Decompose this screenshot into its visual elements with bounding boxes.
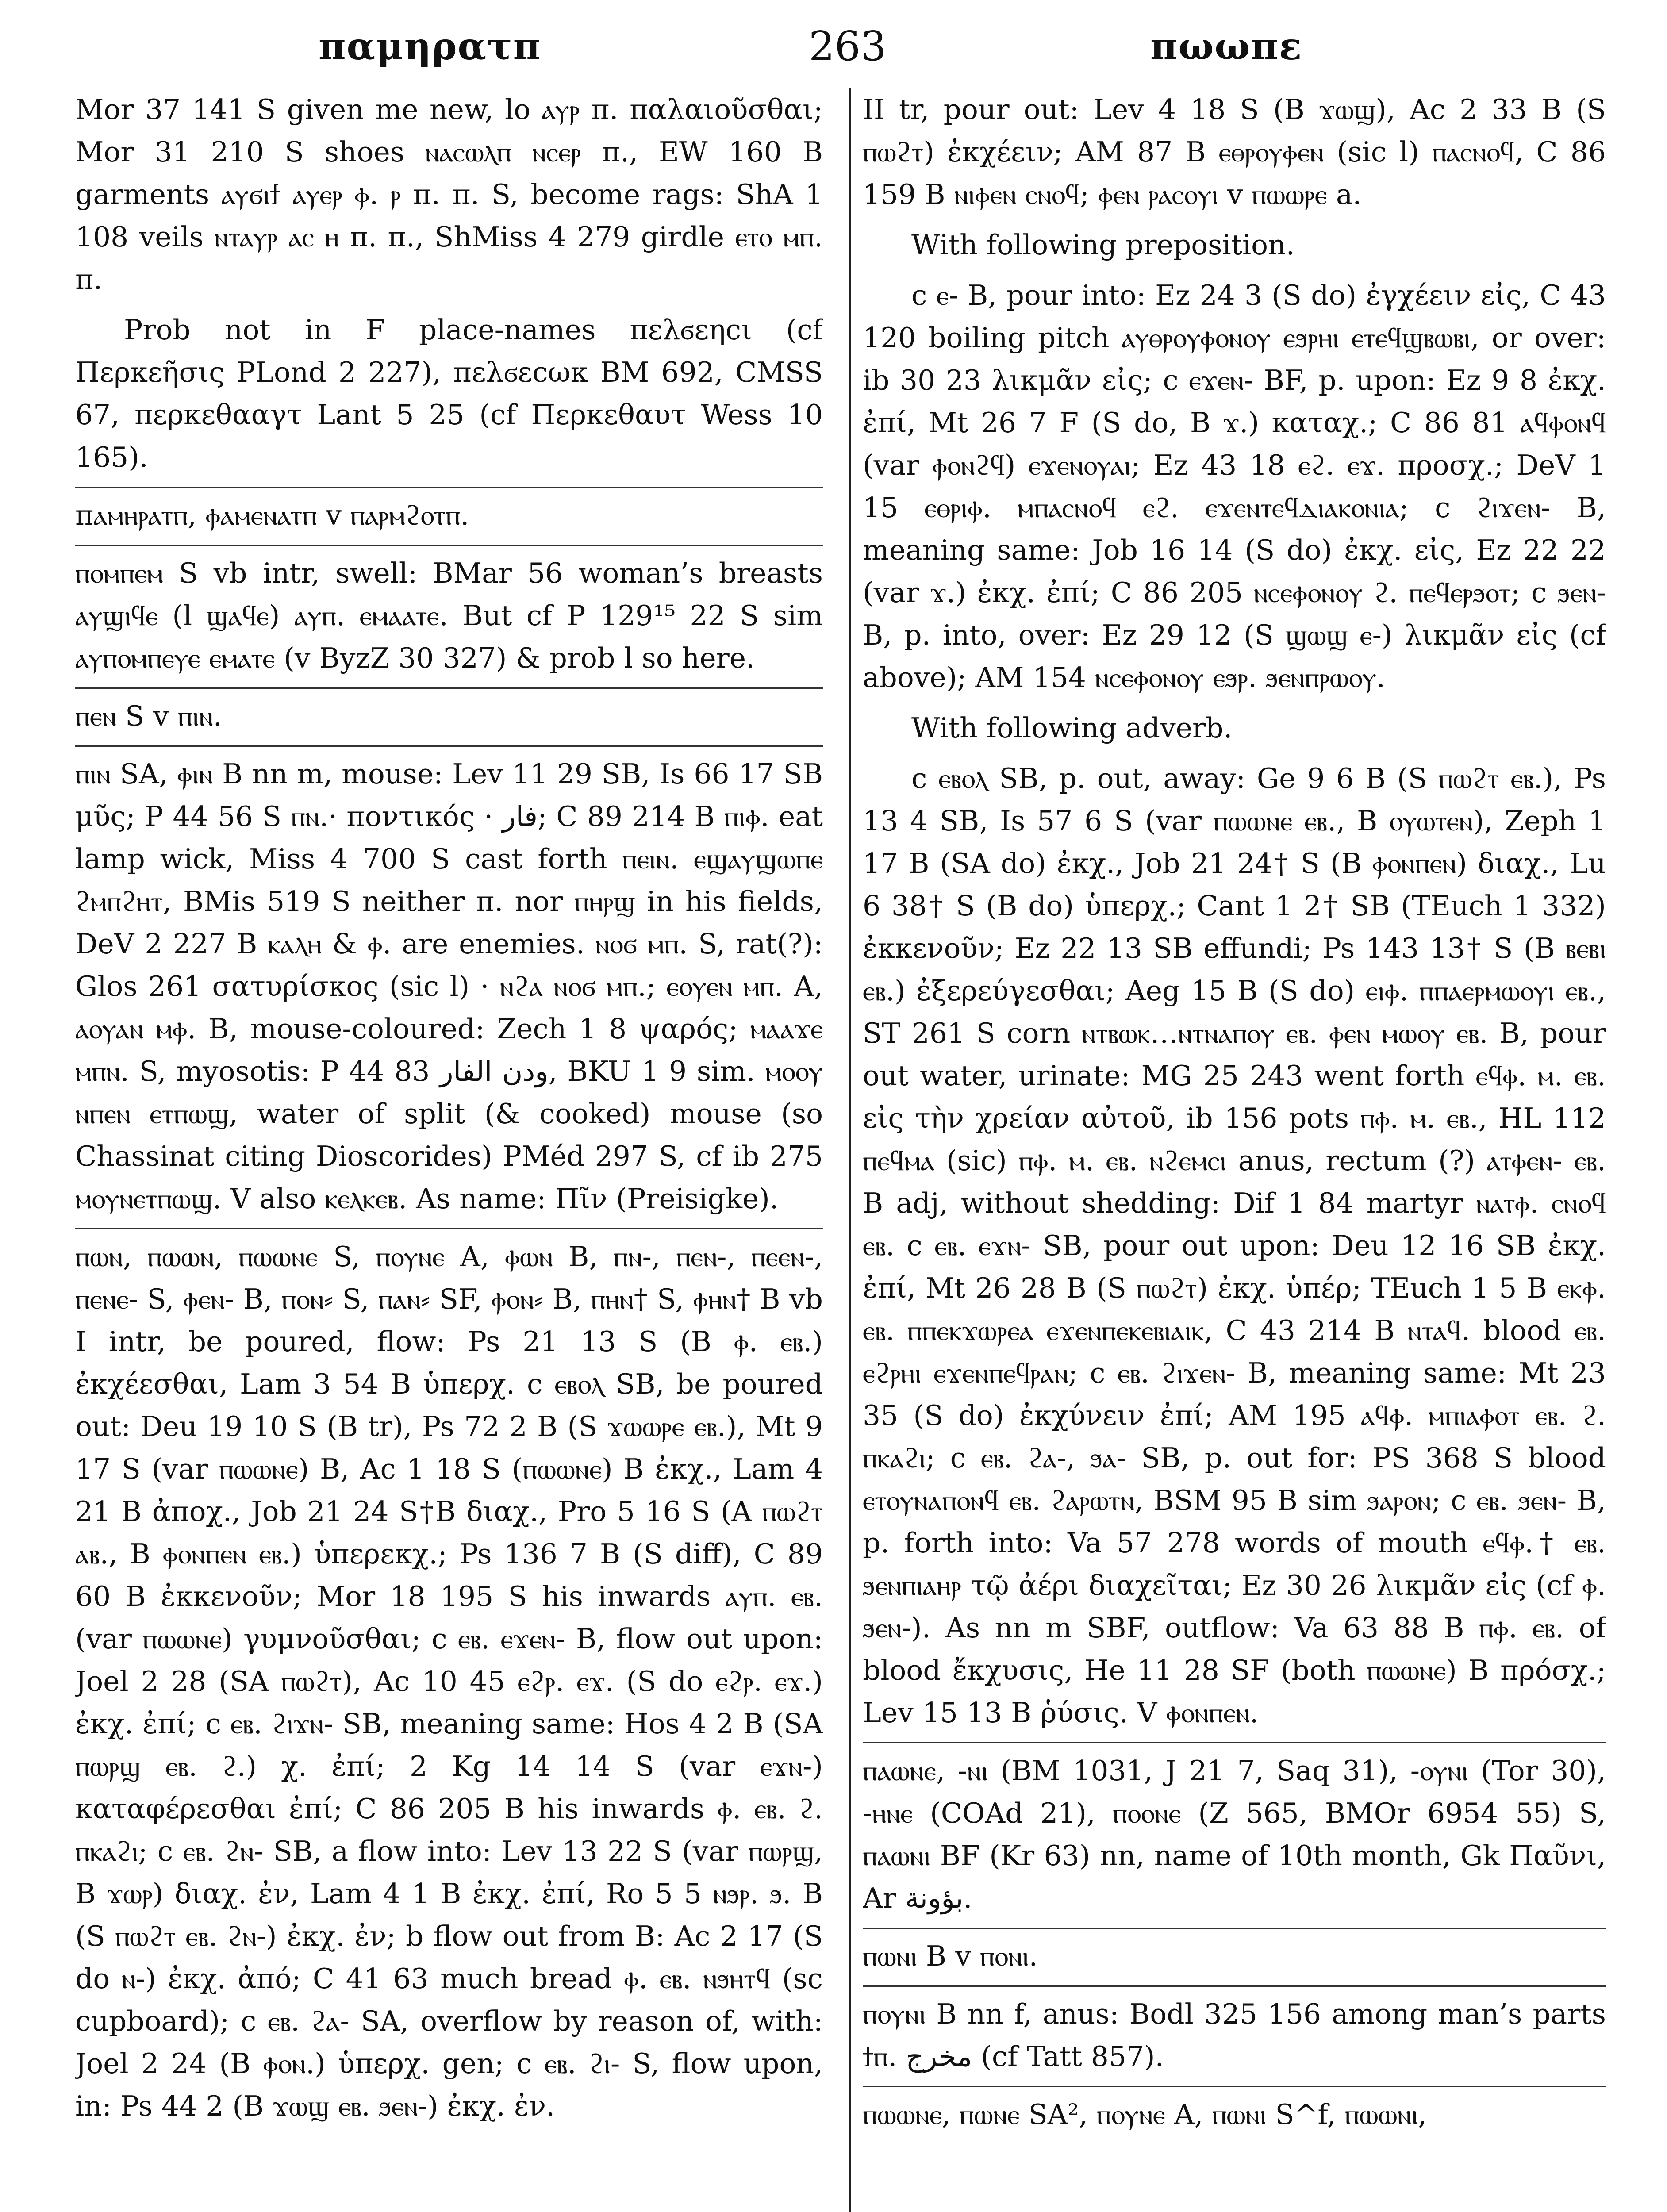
entry-pon-preposition: c ⲉ- B, pour into: Ez 24 3 (S do) ἐγχέειν εἰς, C 43 120 boiling pitch ⲁⲩⲑⲣⲟⲩⲫⲟⲛⲟⲩ ⲉϧⲣⲏⲓ ⲉⲧⲉϥϣⲃⲱⲃⲓ, or over: ib 30 23 λικμᾶν εἰς; c ⲉϫⲉⲛ- BF, p. upon: Ez 9 8 ἐκχ. ἐπί, Mt 26 7 F (S do, B ϫ.) καταχ.; C 86 81 ⲁϥⲫⲟⲛϥ (var ⲫⲟⲛϩϥ) ⲉϫⲉⲛⲟⲩⲁⲓ; Ez 43 18 ⲉϩ. ⲉϫ. προσχ.; DeV 1 15 ⲉⲑⲣⲓⲫ. ⲙⲡⲁⲥⲛⲟϥ ⲉϩ. ⲉϫⲉⲛⲧⲉϥⲇⲓⲁⲕⲟⲛⲓⲁ; c ϩⲓϫⲉⲛ- B, meaning same: Job 16 14 (S do) ἐκχ. εἰς, Ez 22 22 (var ϫ.) ἐκχ. ἐπί; C 86 205 ⲛⲥⲉⲫⲟⲛⲟⲩ ϩ. ⲡⲉϥⲉⲣϧⲟⲧ; c ϧⲉⲛ- B, p. into, over: Ez 29 12 (S ϣⲱϣ ⲉ-) λικμᾶν εἰς (cf above); AM 154 ⲛⲥⲉⲫⲟⲛⲟⲩ ⲉϧⲣ. ϧⲉⲛⲡⲣⲱⲟⲩ. [863, 279, 1606, 694]
entry-pouni: ⲡⲟⲩⲛⲓ B nn f, anus: Bodl 325 156 among man’s parts ϯⲡ. مخرج (cf Tatt 857). [863, 1985, 1606, 2078]
left-column [75, 88, 823, 2212]
section-heading-adverb: With following adverb. [911, 712, 1233, 744]
entry-poone: ⲡⲱⲱⲛⲉ, ⲡⲱⲛⲉ SA², ⲡⲟⲩⲛⲉ A, ⲡⲱⲛⲓ S^f, ⲡⲱⲱⲛⲓ, [863, 2086, 1606, 2136]
entry-pon: ⲡⲱⲛ, ⲡⲱⲱⲛ, ⲡⲱⲱⲛⲉ S, ⲡⲟⲩⲛⲉ A, ⲫⲱⲛ B, ⲡⲛ-, ⲡⲉⲛ-, ⲡⲉⲉⲛ-, ⲡⲉⲛⲉ- S, ⲫⲉⲛ- B, ⲡⲟⲛ⸗ S, ⲡⲁⲛ⸗ SF, ⲫⲟⲛ⸗ B, ⲡⲏⲛ† S, ⲫⲏⲛ† B vb I intr, be poured, flow: Ps 21 13 S (B ⲫ. ⲉⲃ.) ἐκχέεσθαι, Lam 3 54 B ὑπερχ. c ⲉⲃⲟⲗ SB, be poured out: Deu 19 10 S (B tr), Ps 72 2 B (S ϫⲱⲱⲣⲉ ⲉⲃ.), Mt 9 17 S (var ⲡⲱⲱⲛⲉ) B, Ac 1 18 S (ⲡⲱⲱⲛⲉ) B ἐκχ., Lam 4 21 B ἀποχ., Job 21 24 S†B διαχ., Pro 5 16 S (A ⲡⲱϩⲧ ⲁⲃ., B ⲫⲟⲛⲡⲉⲛ ⲉⲃ.) ὑπερεκχ.; Ps 136 7 B (S diff), C 89 60 B ἐκκενοῦν; Mor 18 195 S his inwards ⲁⲩⲡ. ⲉⲃ. (var ⲡⲱⲱⲛⲉ) γυμνοῦσθαι; c ⲉⲃ. ⲉϫⲉⲛ- B, flow out upon: Joel 2 28 (SA ⲡⲱϩⲧ), Ac 10 45 ⲉϩⲣ. ⲉϫ. (S do ⲉϩⲣ. ⲉϫ.) ἐκχ. ἐπί; c ⲉⲃ. ϩⲓϫⲛ- SB, meaning same: Hos 4 2 B (SA ⲡⲱⲣϣ ⲉⲃ. ϩ.) χ. ἐπί; 2 Kg 14 14 S (var ⲉϫⲛ-) καταφέρεσθαι ἐπί; C 86 205 B his inwards ⲫ. ⲉⲃ. ϩ. ⲡⲕⲁϩⲓ; c ⲉⲃ. ϩⲛ- SB, a flow into: Lev 13 22 S (var ⲡⲱⲣϣ, B ϫⲱⲣ) διαχ. ἐν, Lam 4 1 B ἐκχ. ἐπί, Ro 5 5 ⲛϧⲣ. ϧ. B (S ⲡⲱϩⲧ ⲉⲃ. ϩⲛ-) ἐκχ. ἐν; b flow out from B: Ac 2 17 (S do ⲛ-) ἐκχ. ἀπό; C 41 63 much bread ⲫ. ⲉⲃ. ⲛϧⲏⲧϥ (sc cupboard); c ⲉⲃ. ϩⲁ- SA, overflow by reason of, with: Joel 2 24 (B ⲫⲟⲛ.) ὑπερχ. gen; c ⲉⲃ. ϩⲓ- S, flow upon, in: Ps 44 2 (B ϫⲱϣ ⲉⲃ. ϧⲉⲛ-) ἐκχ. ἐν. [75, 1228, 823, 2128]
right-column [863, 88, 1606, 2212]
entry-paragraph: Prob not in F place-names πελϭεηcι (cf Περκεῆσις PLond 2 227), πελϭεcωκ BM 692, CMSS 67, περκεθααγτ Lant 5 25 (cf Περκεθαυτ Wess 10 165). [75, 314, 823, 473]
entry-poni: ⲡⲱⲛⲓ B v ⲡⲟⲛⲓ. [863, 1928, 1606, 1978]
section-heading-preposition: With following preposition. [911, 229, 1295, 261]
column-divider [849, 88, 851, 2212]
entry-pon-adverb: c ⲉⲃⲟⲗ SB, p. out, away: Ge 9 6 B (S ⲡⲱϩⲧ ⲉⲃ.), Ps 13 4 SB, Is 57 6 S (var ⲡⲱⲱⲛⲉ ⲉⲃ., B ⲟⲩⲱⲧⲉⲛ), Zeph 1 17 B (SA do) ἐκχ., Job 21 24† S (B ⲫⲟⲛⲡⲉⲛ) διαχ., Lu 6 38† S (B do) ὑπερχ.; Cant 1 2† SB (TEuch 1 332) ἐκκενοῦν; Ez 22 13 SB effundi; Ps 143 13† S (B ⲃⲉⲃⲓ ⲉⲃ.) ἐξερεύγεσθαι; Aeg 15 B (S do) ⲉⲓⲫ. ⲡⲡⲁⲉⲣⲙⲱⲟⲩⲓ ⲉⲃ., ST 261 S corn ⲛⲧⲃⲱⲕ…ⲛⲧⲛⲁⲡⲟⲩ ⲉⲃ. ⲫⲉⲛ ⲙⲱⲟⲩ ⲉⲃ. B, pour out water, urinate: MG 25 243 went forth ⲉϥⲫ. ⲙ. ⲉⲃ. εἰς τὴν χρείαν αὐτοῦ, ib 156 pots ⲡⲫ. ⲙ. ⲉⲃ., HL 112 ⲡⲉϥⲙⲁ (sic) ⲡⲫ. ⲙ. ⲉⲃ. ⲛϩⲉⲙⲥⲓ anus, rectum (?) ⲁⲧⲫⲉⲛ- ⲉⲃ. B adj, without shedding: Dif 1 84 martyr ⲛⲁⲧⲫ. ⲥⲛⲟϥ ⲉⲃ. c ⲉⲃ. ⲉϫⲛ- SB, pour out upon: Deu 12 16 SB ἐκχ. ἐπί, Mt 26 28 B (S ⲡⲱϩⲧ) ἐκχ. ὑπέρ; TEuch 1 5 B ⲉⲕⲫ. ⲉⲃ. ⲡⲡⲉⲕϫⲱⲣⲉⲁ ⲉϫⲉⲛⲡⲉⲕⲉⲃⲓⲁⲓⲕ, C 43 214 B ⲛⲧⲁϥ. blood ⲉⲃ. ⲉϩⲣⲏⲓ ⲉϫⲉⲛⲡⲉϥⲣⲁⲛ; c ⲉⲃ. ϩⲓϫⲉⲛ- B, meaning same: Mt 23 35 (S do) ἐκχύνειν ἐπί; AM 195 ⲁϥⲫ. ⲙⲡⲓⲁⲫⲟⲧ ⲉⲃ. ϩ. ⲡⲕⲁϩⲓ; c ⲉⲃ. ϩⲁ-, ϧⲁ- SB, p. out for: PS 368 S blood ⲉⲧⲟⲩⲛⲁⲡⲟⲛϥ ⲉⲃ. ϩⲁⲣⲱⲧⲛ, BSM 95 B sim ϧⲁⲣⲟⲛ; c ⲉⲃ. ϧⲉⲛ- B, p. forth into: Va 57 278 words of mouth ⲉϥⲫ.† ⲉⲃ. ϧⲉⲛⲡⲓⲁⲏⲣ τῷ ἀέρι διαχεῖται; Ez 30 26 λικμᾶν εἰς (cf ⲫ. ϧⲉⲛ-). As nn m SBF, outflow: Va 63 88 B ⲡⲫ. ⲉⲃ. of blood ἔκχυσις, He 11 28 SF (both ⲡⲱⲱⲛⲉ) B πρόσχ.; Lev 15 13 B ῥύσις. V ⲫⲟⲛⲡⲉⲛ. [863, 762, 1606, 1729]
page-number: 263 [809, 23, 887, 70]
entry-pamerat: πⲁⲙⲏⲣⲁⲧⲡ, ⲫⲁⲙⲉⲛⲁⲧⲡ v ⲡⲁⲣⲙϩⲟⲧⲡ. [75, 487, 823, 537]
entry-pon-transitive: II tr, pour out: Lev 4 18 S (B ϫⲱϣ), Ac 2 33 B (S ⲡⲱϩⲧ) ἐκχέειν; AM 87 B ⲉⲑⲣⲟⲩⲫⲉⲛ (sic l) ⲡⲁⲥⲛⲟϥ, C 86 159 B ⲛⲓⲫⲉⲛ ⲥⲛⲟϥ; ⲫⲉⲛ ⲣⲁⲥⲟⲩⲓ v ⲡⲱⲱⲣⲉ a. [863, 93, 1606, 211]
running-head-right: πωωπε [1150, 24, 1302, 68]
running-head-left: παμηρατπ [319, 24, 542, 68]
entry-continuation: Mor 37 141 S given me new, lo ⲁⲩⲣ π. παλαιοῦσθαι; Mor 31 210 S shoes ⲛⲁⲥⲱⲗⲡ ⲛⲥⲉⲣ π., EW 160 B garments ⲁⲩϭⲓϯ ⲁⲩⲉⲣ ⲫ. ⲣ π. π. S, become rags: ShA 1 108 veils ⲛⲧⲁⲩⲣ ⲁⲥ ⲏ π. π., ShMiss 4 279 girdle ⲉⲧⲟ ⲙⲡ. π. [75, 93, 823, 296]
entry-paone: ⲡⲁⲱⲛⲉ, -ⲛⲓ (BM 1031, J 21 7, Saq 31), -ⲟⲩⲛⲓ (Tor 30), -ⲏⲛⲉ (COAd 21), ⲡⲟⲟⲛⲉ (Z 565, BMOr 6954 55) S, ⲡⲁⲱⲛⲓ BF (Kr 63) nn, name of 10th month, Gk Παῦνι, Ar بؤونة. [863, 1742, 1606, 1920]
entry-pin: ⲡⲓⲛ SA, ⲫⲓⲛ B nn m, mouse: Lev 11 29 SB, Is 66 17 SB μῦς; P 44 56 S ⲡⲛ.· ποντικός · فار; C 89 214 B ⲡⲓⲫ. eat lamp wick, Miss 4 700 S cast forth ⲡⲉⲓⲛ. ⲉϣⲁⲩϣⲱⲡⲉ ϩⲙⲡϩⲏⲧ, BMis 519 S neither π. nor ⲡⲏⲣϣ in his fields, DeV 2 227 B ⲕⲁⲗⲏ & ⲫ. are enemies. ⲛⲟϭ ⲙⲡ. S, rat(?): Glos 261 σατυρίσκος (sic l) · ⲛϩⲁ ⲛⲟϭ ⲙⲡ.; ⲉⲟⲩⲉⲛ ⲙⲡ. A, ⲁⲟⲩⲁⲛ ⲙⲫ. B, mouse-coloured: Zech 1 8 ψαρός; ⲙⲁⲁϫⲉ ⲙⲡⲛ. S, myosotis: P 44 83 ودن الفار, BKU 1 9 sim. ⲙⲟⲟⲩ ⲛⲡⲉⲛ ⲉⲧⲡⲱϣ, water of split (& cooked) mouse (so Chassinat citing Dioscorides) PMéd 297 S, cf ib 275 ⲙⲟⲩⲛⲉⲧⲡⲱϣ. V also ⲕⲉⲗⲕⲉⲃ. As name: Πῖν (Preisigke). [75, 745, 823, 1220]
entry-pompem: ⲡⲟⲙⲡⲉⲙ S vb intr, swell: BMar 56 woman’s breasts ⲁⲩϣⲓϥⲉ (l ϣⲁϥⲉ) ⲁⲩⲡ. ⲉⲙⲁⲁⲧⲉ. But cf P 129¹⁵ 22 S sim ⲁⲩⲡⲟⲙⲡⲉⲩⲉ ⲉⲙⲁⲧⲉ (v ByzZ 30 327) & prob l so here. [75, 545, 823, 680]
entry-pen: ⲡⲉⲛ S v ⲡⲓⲛ. [75, 687, 823, 737]
